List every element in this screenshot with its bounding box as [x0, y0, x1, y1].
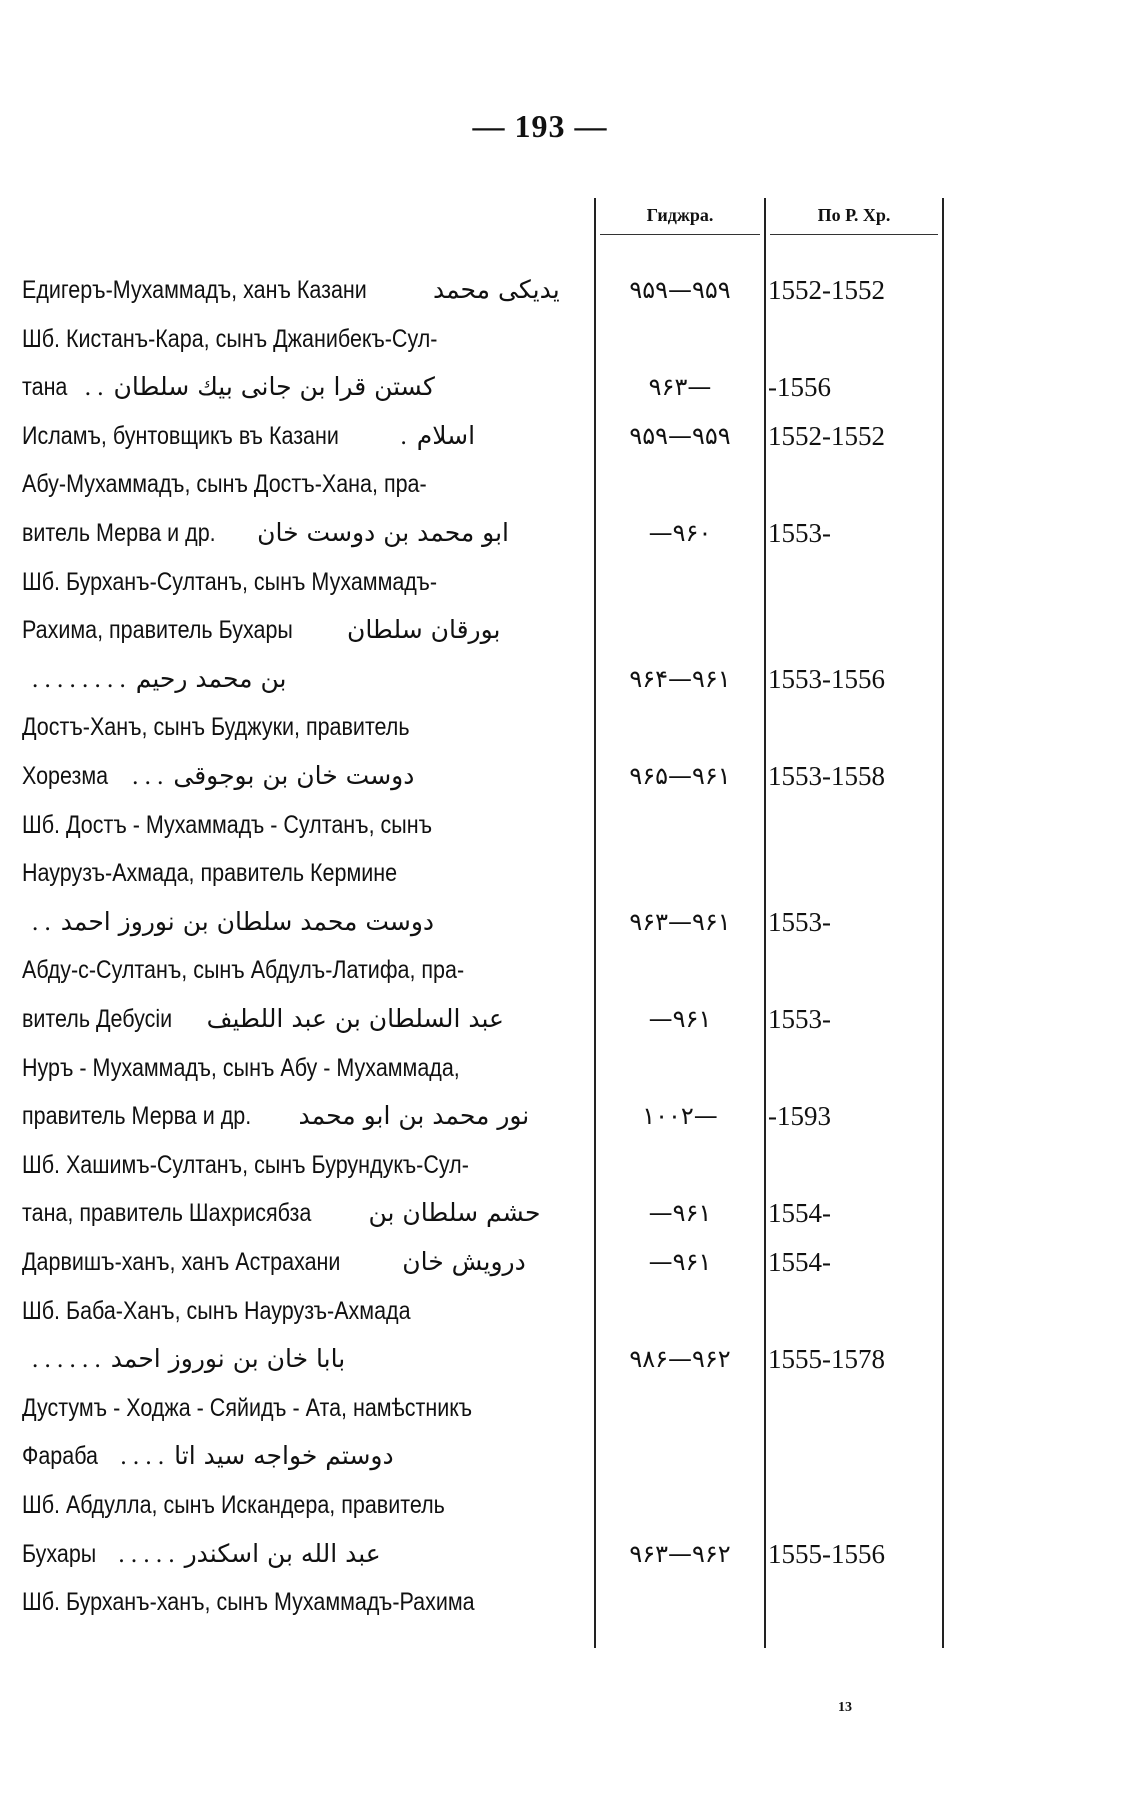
- entry-line: [22, 1289, 474, 1333]
- entry-line: [22, 1532, 381, 1576]
- russian-text: Едигеръ-Мухаммадъ, ханъ Казани: [22, 276, 367, 304]
- gregorian-date: -1556: [768, 372, 831, 402]
- entry-line: [22, 997, 504, 1041]
- russian-text: Шб. Кистанъ-Кара, сынъ Джанибекъ-Сул-: [22, 325, 438, 353]
- entry-line: [22, 608, 500, 652]
- gregorian-date: 1555-1578: [768, 1344, 885, 1374]
- arabic-script-name: اسلام: [416, 421, 476, 450]
- russian-text: Шб. Бурханъ-ханъ, сынъ Мухаммадъ-Рахима: [22, 1588, 475, 1616]
- entry-line: [22, 1094, 529, 1138]
- entry-line: [22, 1434, 394, 1478]
- leader-dots: . .: [32, 909, 51, 936]
- entry-line: [22, 365, 435, 409]
- entry-line: [22, 948, 536, 992]
- arabic-script-name: دوست محمد سلطان بن نوروز احمد: [60, 907, 435, 936]
- column-divider-right: [942, 198, 944, 1648]
- hijra-date: ۹۵۹—۹۵۹: [629, 276, 731, 304]
- hijra-date: ۹۶۲—۹۶۳: [629, 1540, 731, 1568]
- arabic-script-name: دوستم خواجه سید اتا: [174, 1441, 394, 1470]
- leader-dots: . . . . . .: [32, 1346, 101, 1373]
- gregorian-date: 1553-: [768, 907, 831, 937]
- entry-line: [22, 657, 286, 701]
- arabic-script-name: حشم سلطان بن: [368, 1198, 541, 1227]
- leader-dots: . . . .: [120, 1443, 165, 1470]
- leader-dots: . .: [84, 374, 104, 401]
- gregorian-date: 1553-: [768, 518, 831, 548]
- entry-line: [22, 1386, 545, 1430]
- russian-text: Шб. Хашимъ-Султанъ, сынъ Бурундукъ-Сул-: [22, 1151, 469, 1179]
- entry-line: [22, 268, 560, 312]
- entry-line: [22, 1337, 345, 1381]
- arabic-script-name: نور محمد بن ابو محمد: [298, 1101, 530, 1130]
- russian-text: Дустумъ - Ходжа - Сяйидъ - Ата, намѣстникъ: [22, 1394, 473, 1422]
- arabic-script-name: بورقان سلطان: [346, 615, 501, 644]
- hijra-date: ۹۶۱—۹۶۳: [629, 908, 731, 936]
- gregorian-date: 1553-1558: [768, 761, 885, 791]
- leader-dots: . . . . .: [118, 1541, 175, 1568]
- arabic-script-name: عبد الله بن اسکندر: [184, 1539, 381, 1568]
- russian-text: Хорезма: [22, 762, 109, 790]
- column-divider-middle: [764, 198, 766, 1648]
- russian-text: Шб. Абдулла, сынъ Искандера, правитель: [22, 1491, 445, 1519]
- leader-dots: .: [400, 423, 407, 450]
- hijra-date: ۹۶۱—: [648, 1248, 712, 1276]
- gregorian-date: 1553-1556: [768, 664, 885, 694]
- arabic-script-name: دوست خان بن بوجوقی: [173, 761, 415, 790]
- entry-line: [22, 317, 505, 361]
- arabic-script-name: بن محمد رحیم: [135, 664, 287, 693]
- greg-column-header: По Р. Хр.: [817, 205, 891, 225]
- entry-line: [22, 1240, 526, 1284]
- hijra-date: ۹۶۱—۹۶۵: [629, 762, 731, 790]
- header-rule-hijra: [600, 234, 760, 235]
- gregorian-date: -1593: [768, 1101, 831, 1131]
- entry-line: [22, 705, 473, 749]
- page-number: — 193 —: [472, 108, 608, 144]
- hijra-date: ۹۶۱—: [648, 1199, 712, 1227]
- russian-text: тана, правитель Шахрисябза: [22, 1199, 312, 1227]
- russian-text: витель Дебусіи: [22, 1005, 173, 1033]
- hijra-date: ۹۶۱—: [648, 1005, 712, 1033]
- entry-line: [22, 560, 505, 604]
- russian-text: витель Мерва и др.: [22, 519, 216, 547]
- column-divider-left: [594, 198, 596, 1648]
- gregorian-date: 1555-1556: [768, 1539, 885, 1569]
- russian-text: Фараба: [22, 1442, 99, 1470]
- arabic-script-name: کستن قرا بن جانی بیك سلطان: [113, 372, 435, 401]
- russian-text: правитель Мерва и др.: [22, 1102, 252, 1130]
- hijra-date: ۹۶۱—۹۶۴: [629, 665, 731, 693]
- russian-text: Абду-с-Султанъ, сынъ Абдулъ-Латифа, пра-: [22, 956, 465, 984]
- entry-line: [22, 754, 414, 798]
- hijra-column-header: Гиджра.: [646, 205, 714, 225]
- entry-line: [22, 1483, 514, 1527]
- entry-line: [22, 1143, 542, 1187]
- russian-text: Нуръ - Мухаммадъ, сынъ Абу - Мухаммада,: [22, 1054, 460, 1082]
- leader-dots: . . .: [132, 763, 164, 790]
- entry-line: [22, 511, 509, 555]
- entry-line: [22, 900, 434, 944]
- header-rule-greg: [770, 234, 938, 235]
- entry-line: [22, 803, 499, 847]
- russian-text: Достъ-Ханъ, сынъ Буджуки, правитель: [22, 713, 410, 741]
- arabic-script-name: درویش خان: [402, 1247, 526, 1276]
- arabic-script-name: ابو محمد بن دوست خان: [257, 518, 510, 547]
- russian-text: Бухары: [22, 1540, 97, 1568]
- entry-line: [22, 1191, 540, 1235]
- entry-line: [22, 1046, 531, 1090]
- hijra-date: ۹۶۰—: [648, 519, 712, 547]
- entry-line: [22, 1580, 548, 1624]
- russian-text: Исламъ, бунтовщикъ въ Казани: [22, 422, 339, 450]
- russian-text: Рахима, правитель Бухары: [22, 616, 293, 644]
- russian-text: Дарвишъ-ханъ, ханъ Астрахани: [22, 1248, 341, 1276]
- gregorian-date: 1554-: [768, 1247, 831, 1277]
- printer-signature: 13: [838, 1700, 852, 1715]
- entry-line: [22, 414, 475, 458]
- russian-text: тана: [22, 373, 68, 401]
- russian-text: Шб. Достъ - Мухаммадъ - Султанъ, сынъ: [22, 811, 433, 839]
- hijra-date: ۹۵۹—۹۵۹: [629, 422, 731, 450]
- hijra-date: ۹۶۲—۹۸۶: [629, 1345, 731, 1373]
- leader-dots: . . . . . . . .: [32, 666, 126, 693]
- entry-line: [22, 851, 458, 895]
- gregorian-date: 1552-1552: [768, 421, 885, 451]
- hijra-date: —۹۶۳: [648, 373, 712, 401]
- gregorian-date: 1553-: [768, 1004, 831, 1034]
- arabic-script-name: یدیکی محمد: [432, 275, 560, 304]
- russian-text: Абу-Мухаммадъ, сынъ Достъ-Хана, пра-: [22, 470, 427, 498]
- entry-line: [22, 462, 493, 506]
- russian-text: Шб. Баба-Ханъ, сынъ Наурузъ-Ахмада: [22, 1297, 411, 1325]
- russian-text: Шб. Бурханъ-Султанъ, сынъ Мухаммадъ-: [22, 568, 437, 596]
- russian-text: Наурузъ-Ахмада, правитель Кермине: [22, 859, 398, 887]
- hijra-date: —۱۰۰۲: [642, 1102, 718, 1130]
- arabic-script-name: بابا خان بن نوروز احمد: [110, 1344, 346, 1373]
- gregorian-date: 1552-1552: [768, 275, 885, 305]
- gregorian-date: 1554-: [768, 1198, 831, 1228]
- arabic-script-name: عبد السلطان بن عبد اللطیف: [206, 1004, 504, 1033]
